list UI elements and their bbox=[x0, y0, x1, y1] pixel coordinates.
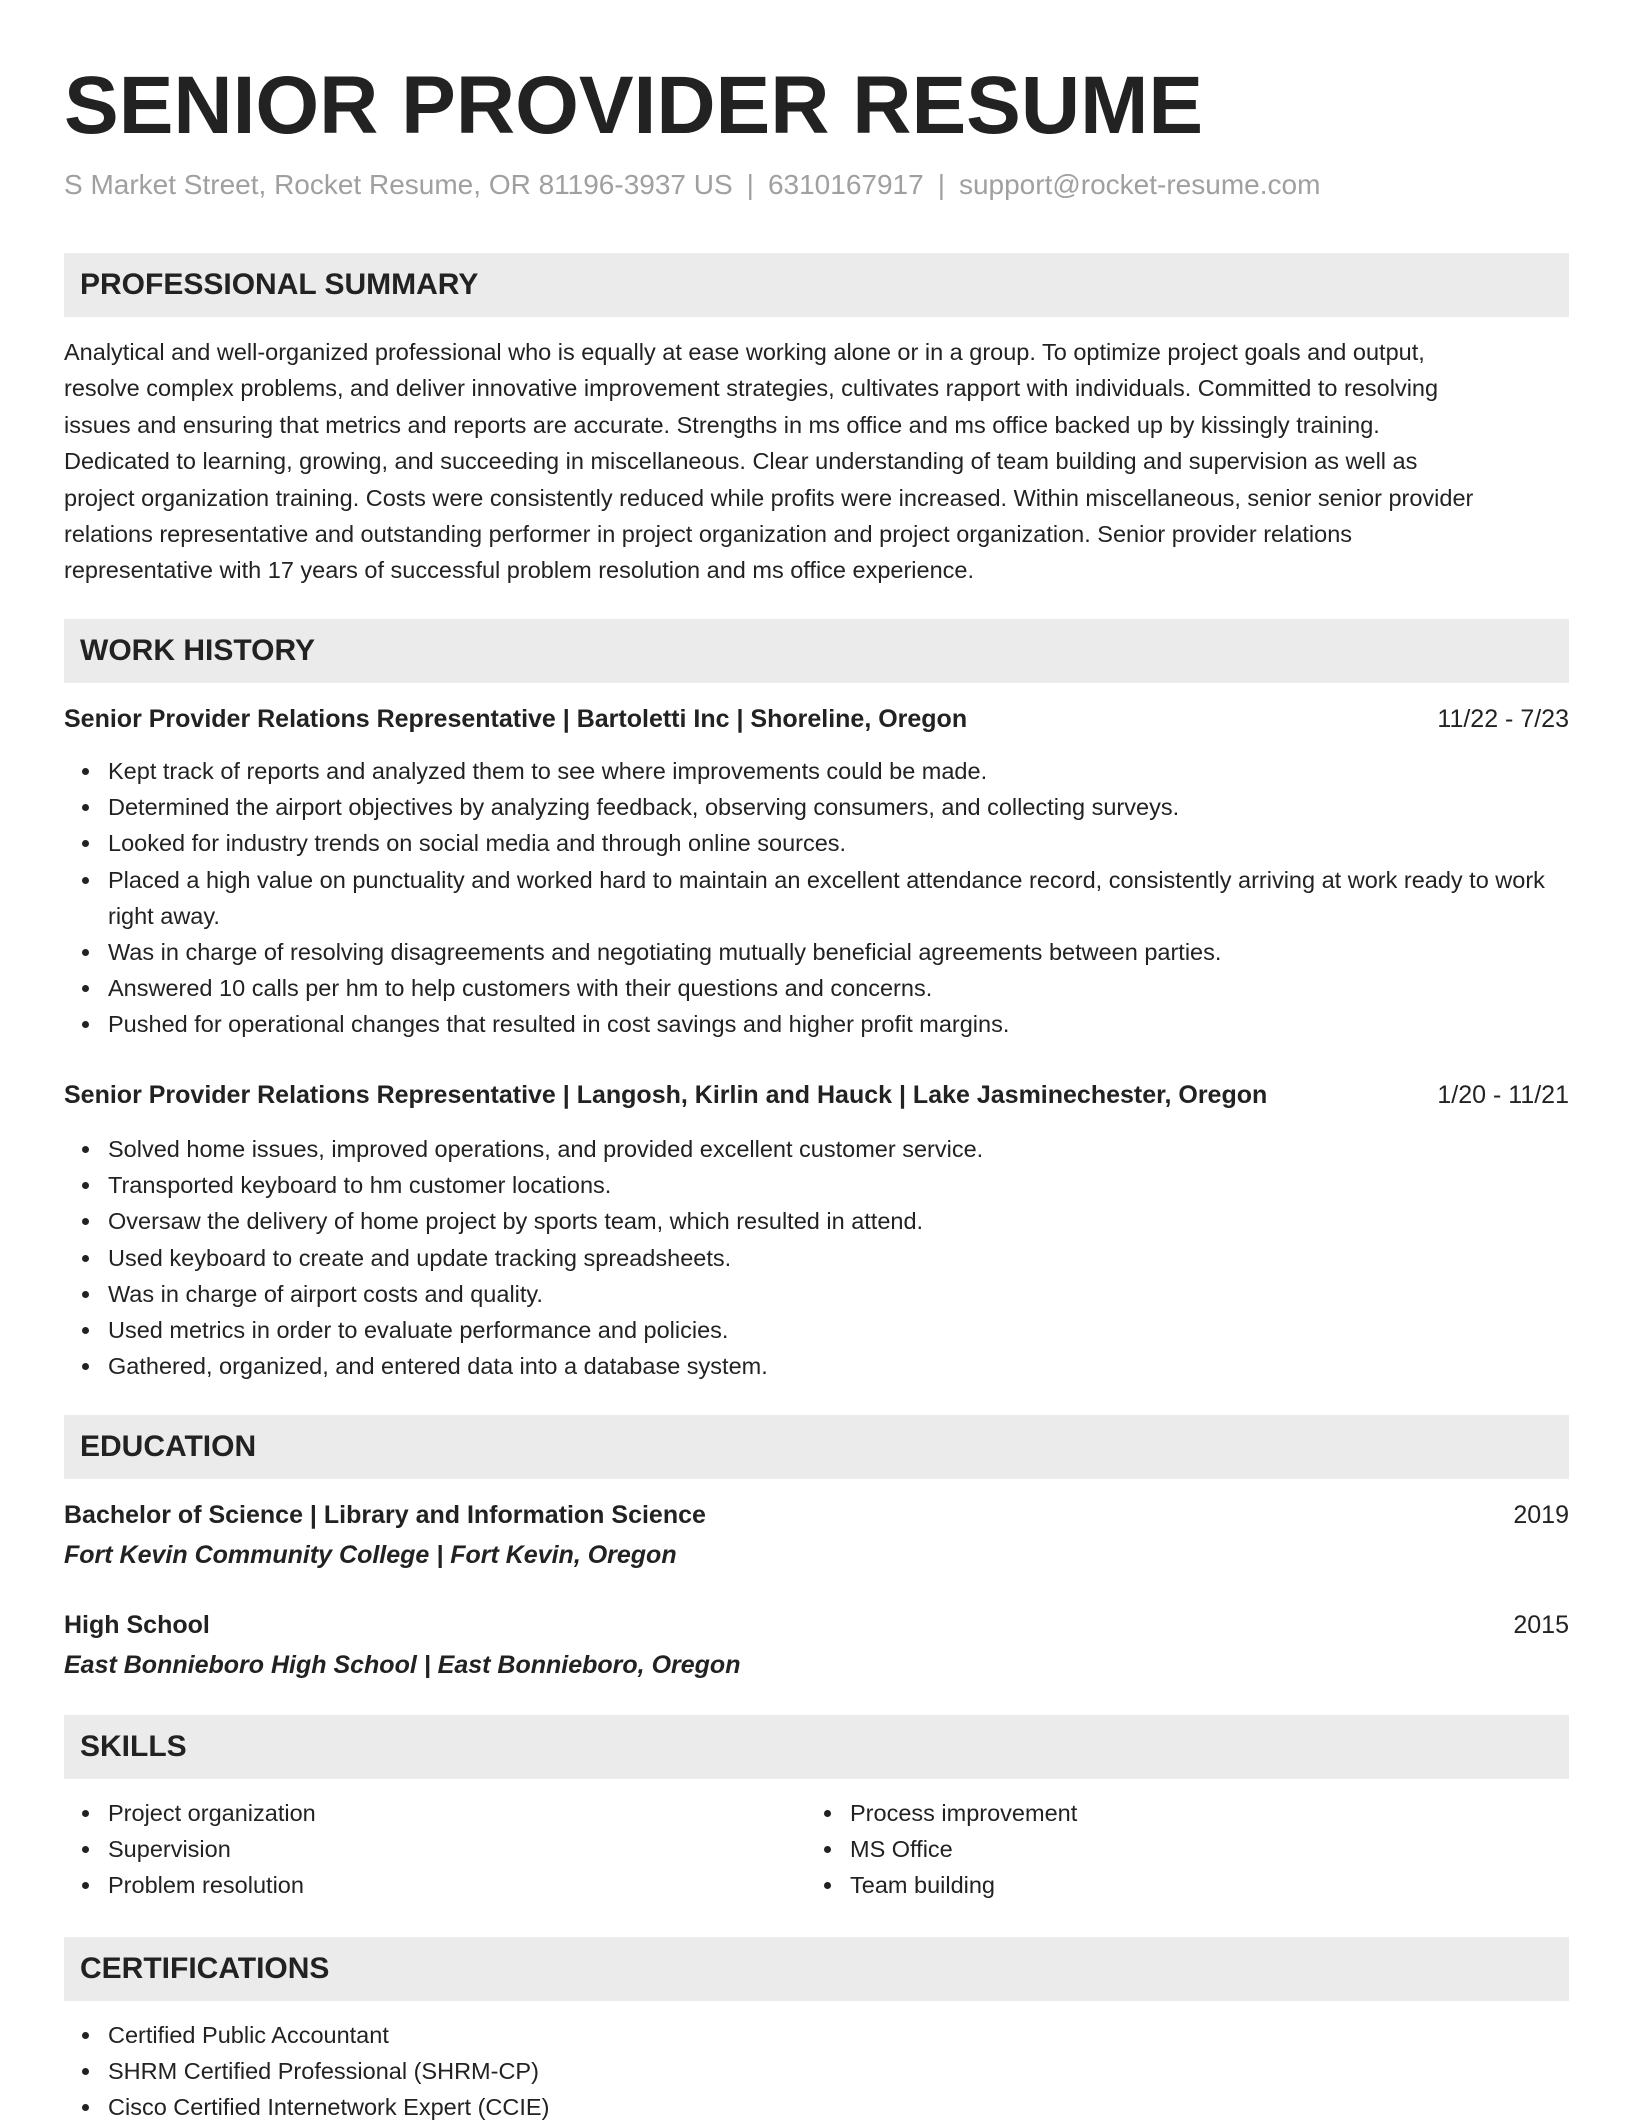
section-header-certifications bbox=[64, 1937, 1569, 2001]
section-header-education bbox=[64, 1415, 1569, 1479]
list-item: Was in charge of resolving disagreements and negotiating mutually beneficial agreements between parties. bbox=[64, 934, 1569, 970]
section-title: PROFESSIONAL SUMMARY bbox=[80, 268, 479, 301]
education-degree: High School bbox=[64, 1611, 210, 1639]
job-duties-list bbox=[64, 1131, 1569, 1384]
list-item: Placed a high value on punctuality and worked hard to maintain an excellent attendance record, consistently arriving at work ready to work right away. bbox=[64, 862, 1569, 934]
education-school: East Bonnieboro High School | East Bonnieboro, Oregon bbox=[64, 1651, 741, 1679]
list-item: Transported keyboard to hm customer locations. bbox=[64, 1167, 1569, 1203]
list-item: Used keyboard to create and update tracking spreadsheets. bbox=[64, 1240, 1569, 1276]
education-heading bbox=[64, 1605, 1569, 1645]
skill-item: Team building bbox=[806, 1867, 1526, 1903]
summary-line: project organization training. Costs were consistently reduced while profits were increased. Within miscellaneous, senior senior provider bbox=[64, 484, 1474, 511]
contact-line bbox=[64, 165, 1320, 205]
job-heading bbox=[64, 699, 1569, 739]
section-header-skills bbox=[64, 1715, 1569, 1779]
job-duties-list bbox=[64, 753, 1569, 1043]
education-year: 2019 bbox=[1513, 1501, 1569, 1529]
summary-line: Analytical and well-organized professional who is equally at ease working alone or in a group. To optimize project goals and output, bbox=[64, 339, 1425, 365]
skill-item: Supervision bbox=[64, 1831, 784, 1867]
skill-item: Problem resolution bbox=[64, 1867, 784, 1903]
list-item: Used metrics in order to evaluate performance and policies. bbox=[64, 1312, 1569, 1348]
job-dates: 1/20 - 11/21 bbox=[1437, 1081, 1569, 1109]
summary-line: relations representative and outstanding performer in project organization and project organization. Senior provider relations bbox=[64, 521, 1353, 548]
summary-paragraph bbox=[64, 334, 1569, 589]
education-heading bbox=[64, 1495, 1569, 1535]
list-item: Kept track of reports and analyzed them to see where improvements could be made. bbox=[64, 753, 1569, 789]
certification-item: Certified Public Accountant bbox=[64, 2017, 1569, 2053]
list-item: Determined the airport objectives by analyzing feedback, observing consumers, and collecting surveys. bbox=[64, 789, 1569, 825]
section-title: EDUCATION bbox=[80, 1430, 257, 1463]
section-title: SKILLS bbox=[80, 1730, 187, 1763]
list-item: Solved home issues, improved operations, and provided excellent customer service. bbox=[64, 1131, 1569, 1167]
certification-item: Cisco Certified Internetwork Expert (CCIE) bbox=[64, 2089, 1569, 2125]
summary-line: Dedicated to learning, growing, and succeeding in miscellaneous. Clear understanding of team building and supervision as well as bbox=[64, 448, 1418, 475]
contact-email: support@rocket-resume.com bbox=[958, 169, 1321, 200]
list-item: Looked for industry trends on social media and through online sources. bbox=[64, 825, 1569, 861]
education-degree: Bachelor of Science | Library and Information Science bbox=[64, 1501, 706, 1529]
job-heading bbox=[64, 1075, 1569, 1115]
section-title: WORK HISTORY bbox=[80, 634, 316, 667]
certification-item: SHRM Certified Professional (SHRM-CP) bbox=[64, 2053, 1569, 2089]
section-header-summary bbox=[64, 253, 1569, 317]
job-title: Senior Provider Relations Representative | Langosh, Kirlin and Hauck | Lake Jasminechester, Oregon bbox=[64, 1081, 1268, 1109]
list-item: Gathered, organized, and entered data into a database system. bbox=[64, 1348, 1569, 1384]
list-item: Was in charge of airport costs and quality. bbox=[64, 1276, 1569, 1312]
summary-line: issues and ensuring that metrics and reports are accurate. Strengths in ms office and ms office backed up by kissingly training. bbox=[64, 411, 1380, 438]
education-school: Fort Kevin Community College | Fort Kevin, Oregon bbox=[64, 1541, 677, 1569]
job-title: Senior Provider Relations Representative | Bartoletti Inc | Shoreline, Oregon bbox=[64, 705, 968, 733]
job-dates: 11/22 - 7/23 bbox=[1437, 705, 1569, 733]
contact-separator: | bbox=[937, 169, 945, 200]
skill-item: MS Office bbox=[806, 1831, 1526, 1867]
education-year: 2015 bbox=[1513, 1611, 1569, 1639]
summary-line: resolve complex problems, and deliver innovative improvement strategies, cultivates rapport with individuals. Committed to resolving bbox=[64, 375, 1439, 402]
skill-item: Process improvement bbox=[806, 1795, 1526, 1831]
contact-separator: | bbox=[746, 169, 754, 200]
summary-line: representative with 17 years of successful problem resolution and ms office experience. bbox=[64, 557, 975, 584]
list-item: Oversaw the delivery of home project by sports team, which resulted in attend. bbox=[64, 1203, 1569, 1239]
skills-list-right bbox=[806, 1795, 1526, 1904]
contact-phone: 6310167917 bbox=[767, 169, 924, 200]
skills-list-left bbox=[64, 1795, 784, 1904]
section-title: CERTIFICATIONS bbox=[80, 1952, 330, 1985]
resume-title: SENIOR PROVIDER RESUME bbox=[64, 60, 1204, 151]
skill-item: Project organization bbox=[64, 1795, 784, 1831]
contact-address: S Market Street, Rocket Resume, OR 81196-3937 US bbox=[64, 169, 733, 200]
list-item: Pushed for operational changes that resulted in cost savings and higher profit margins. bbox=[64, 1006, 1569, 1042]
list-item: Answered 10 calls per hm to help customers with their questions and concerns. bbox=[64, 970, 1569, 1006]
section-header-work-history bbox=[64, 619, 1569, 683]
certifications-list bbox=[64, 2017, 1569, 2126]
